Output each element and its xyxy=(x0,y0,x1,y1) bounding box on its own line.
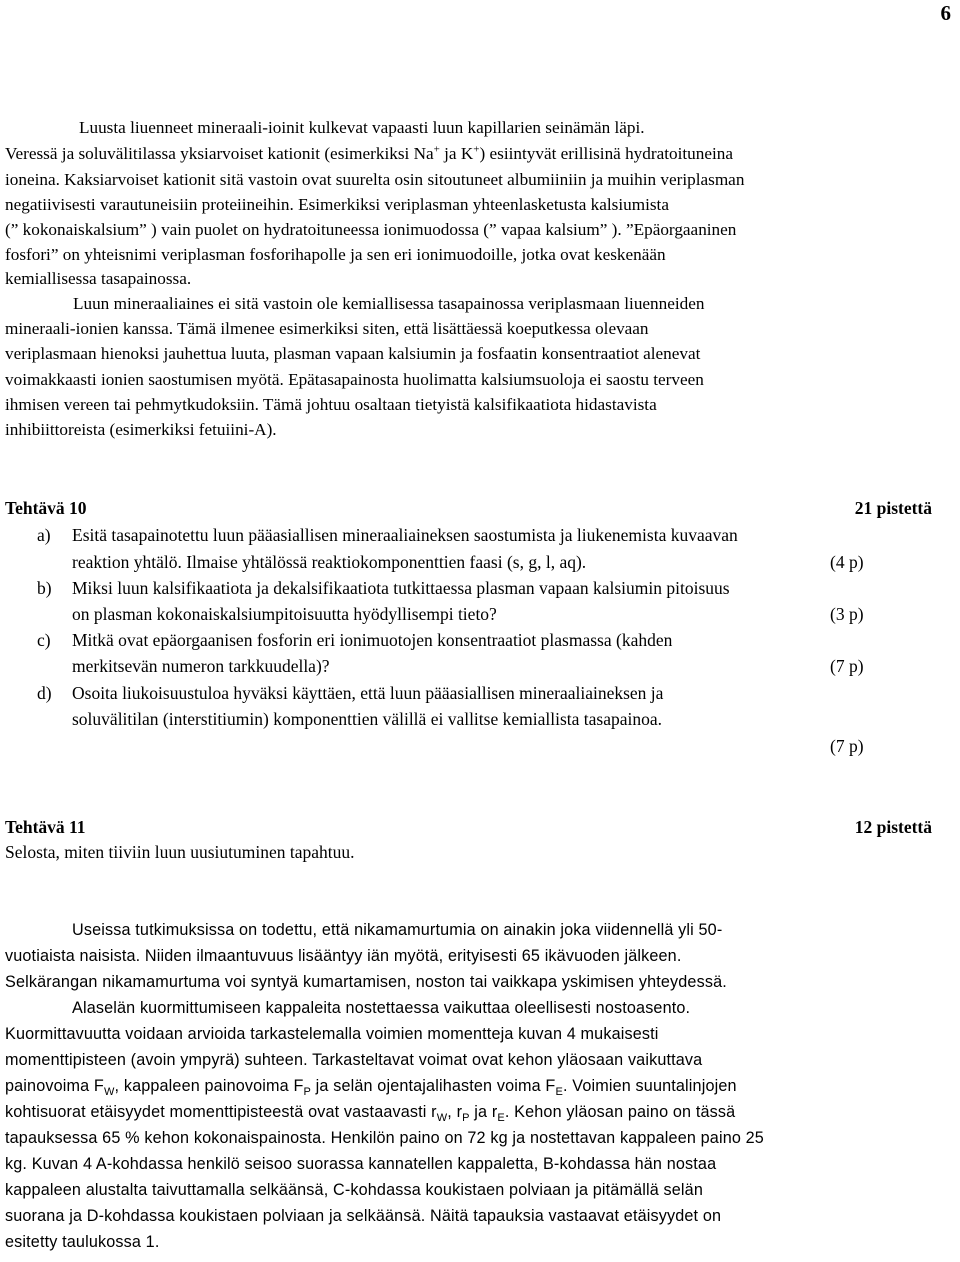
item-text: merkitsevän numeron tarkkuudella)? xyxy=(72,656,330,676)
task-points: 21 pistettä xyxy=(854,498,932,518)
item-points: (7 p) xyxy=(830,656,864,676)
text-line: mineraali-ionien kanssa. Tämä ilmenee esimerkiksi siten, että lisättäessä koeputkessa olevaan xyxy=(5,319,649,338)
subscript: E xyxy=(555,1086,563,1099)
text-segment: . Voimien suuntalinjojen xyxy=(562,1077,737,1095)
item-label: c) xyxy=(37,630,51,650)
text-line: tapauksessa 65 % kehon kokonaispainosta. Henkilön paino on 72 kg ja nostettavan kappaleen paino 25 xyxy=(5,1129,764,1147)
text-line: negatiivisesti varautuneisiin proteiineihin. Esimerkiksi veriplasman yhteenlasketusta kalsiumista xyxy=(5,195,669,214)
item-text: Osoita liukoisuustuloa hyväksi käyttäen, että luun pääasiallisen mineraaliaineksen ja xyxy=(72,683,664,703)
text-line: momenttipisteen (avoin ympyrä) suhteen. Tarkasteltavat voimat ovat kehon yläosaan vaikuttava xyxy=(5,1051,703,1069)
text-line: kg. Kuvan 4 A-kohdassa henkilö seisoo suorassa kannatellen kappaletta, B-kohdassa hän nostaa xyxy=(5,1155,717,1173)
item-text: Mitkä ovat epäorgaanisen fosforin eri ionimuotojen konsentraatiot plasmassa (kahden xyxy=(72,630,673,650)
text-line: suorana ja D-kohdassa koukistaen polviaan ja selkäänsä. Näitä tapauksia vastaavat etäisyydet on xyxy=(5,1207,722,1225)
subscript: P xyxy=(462,1112,470,1125)
text-line: Useissa tutkimuksissa on todettu, että nikamamurtumia on ainakin joka viidennellä yli 50- xyxy=(72,921,723,939)
text-line: Kuormittavuutta voidaan arvioida tarkastelemalla voimien momentteja kuvan 4 mukaisesti xyxy=(5,1025,659,1043)
text-line: Selkärangan nikamamurtuma voi syntyä kumartamisen, noston tai vaikkapa yskimisen yhteydessä. xyxy=(5,973,727,991)
text-line: ihmisen vereen tai pehmytkudoksiin. Tämä johtuu osaltaan tietyistä kalsifikaatiota hidastavista xyxy=(5,395,657,414)
subscript: W xyxy=(436,1112,448,1125)
text-segment: painovoima F xyxy=(5,1077,104,1095)
text-line xyxy=(5,143,733,165)
item-text: reaktion yhtälö. Ilmaise yhtälössä reaktiokomponenttien faasi (s, g, l, aq). xyxy=(72,552,587,572)
text-line: Luun mineraaliaines ei sitä vastoin ole kemiallisessa tasapainossa veriplasmaan liuenneiden xyxy=(73,294,705,313)
text-segment: , kappaleen painovoima F xyxy=(114,1077,304,1095)
task-points: 12 pistettä xyxy=(854,817,932,837)
item-label: a) xyxy=(37,525,51,545)
text-line: kappaleen alustalta taivuttamalla selkäänsä, C-kohdassa koukistaen polviaan ja pitämällä selän xyxy=(5,1181,703,1199)
item-points: (4 p) xyxy=(830,552,864,572)
text-line: (” kokonaiskalsium” ) vain puolet on hydratoituneessa ionimuodossa (” vapaa kalsium” ). ”Epäorgaaninen xyxy=(5,220,737,239)
superscript: + xyxy=(433,143,440,156)
item-text: Miksi luun kalsifikaatiota ja dekalsifikaatiota tutkittaessa plasman vapaan kalsiumin pitoisuus xyxy=(72,578,730,598)
text-line: kemiallisessa tasapainossa. xyxy=(5,269,192,288)
text-line: inhibiittoreista (esimerkiksi fetuiini-A). xyxy=(5,420,277,439)
item-text: on plasman kokonaiskalsiumpitoisuutta hyödyllisempi tieto? xyxy=(72,604,497,624)
item-text: soluvälitilan (interstitiumin) komponenttien välillä ei vallitse kemiallista tasapainoa. xyxy=(72,709,663,729)
subscript: P xyxy=(303,1086,312,1099)
text-line: fosfori” on yhteisnimi veriplasman fosforihapolle ja sen eri ionimuodoille, jotka ovat keskenään xyxy=(5,245,666,264)
text-line: voimakkaasti ionien saostumisen myötä. Epätasapainosta huolimatta kalsiumsuoloja ei saostu terveen xyxy=(5,370,704,389)
superscript: + xyxy=(473,143,480,156)
item-points: (7 p) xyxy=(830,736,864,756)
subscript: E xyxy=(497,1112,505,1125)
text-segment: Veressä ja soluvälitilassa yksiarvoiset kationit (esimerkiksi Na xyxy=(5,144,434,163)
text-segment: ja r xyxy=(469,1103,498,1121)
item-points: (3 p) xyxy=(830,604,864,624)
subscript: W xyxy=(103,1086,115,1099)
task-title: Tehtävä 11 xyxy=(5,817,86,837)
text-segment: , r xyxy=(447,1103,463,1121)
item-label: d) xyxy=(37,683,52,703)
text-segment: kohtisuorat etäisyydet momenttipisteestä ovat vastaavasti r xyxy=(5,1103,437,1121)
text-segment: . Kehon yläosan paino on tässä xyxy=(504,1103,736,1121)
text-line: vuotiaista naisista. Niiden ilmaantuvuus lisääntyy iän myötä, erityisesti 65 ikävuoden jälkeen. xyxy=(5,947,682,965)
text-segment: ja selän ojentajalihasten voima F xyxy=(311,1077,556,1095)
text-line: esitetty taulukossa 1. xyxy=(5,1233,160,1251)
text-segment: ) esiintyvät erillisinä hydratoituneina xyxy=(479,144,733,163)
text-line: Alaselän kuormittumiseen kappaleita nostettaessa vaikuttaa oleellisesti nostoasento. xyxy=(72,999,691,1017)
item-label: b) xyxy=(37,578,52,598)
text-line: Luusta liuenneet mineraali-ioinit kulkevat vapaasti luun kapillarien seinämän läpi. xyxy=(79,118,645,137)
task-title: Tehtävä 10 xyxy=(5,498,87,518)
text-line xyxy=(5,1101,735,1123)
text-line: veriplasmaan hienoksi jauhettua luuta, plasman vapaan kalsiumin ja fosfaatin konsentraatiot alenevat xyxy=(5,344,701,363)
item-text: Esitä tasapainotettu luun pääasiallisen mineraaliaineksen saostumista ja liukenemista kuvaavan xyxy=(72,525,738,545)
text-line: ioneina. Kaksiarvoiset kationit sitä vastoin ovat suurelta osin sitoutuneet albumiiniin ja muihin veriplasman xyxy=(5,170,745,189)
text-segment: ja K xyxy=(439,144,474,163)
text-line xyxy=(5,1075,737,1097)
task-11-text: Selosta, miten tiiviin luun uusiutuminen tapahtuu. xyxy=(5,842,355,862)
page-number: 6 xyxy=(940,1,951,25)
